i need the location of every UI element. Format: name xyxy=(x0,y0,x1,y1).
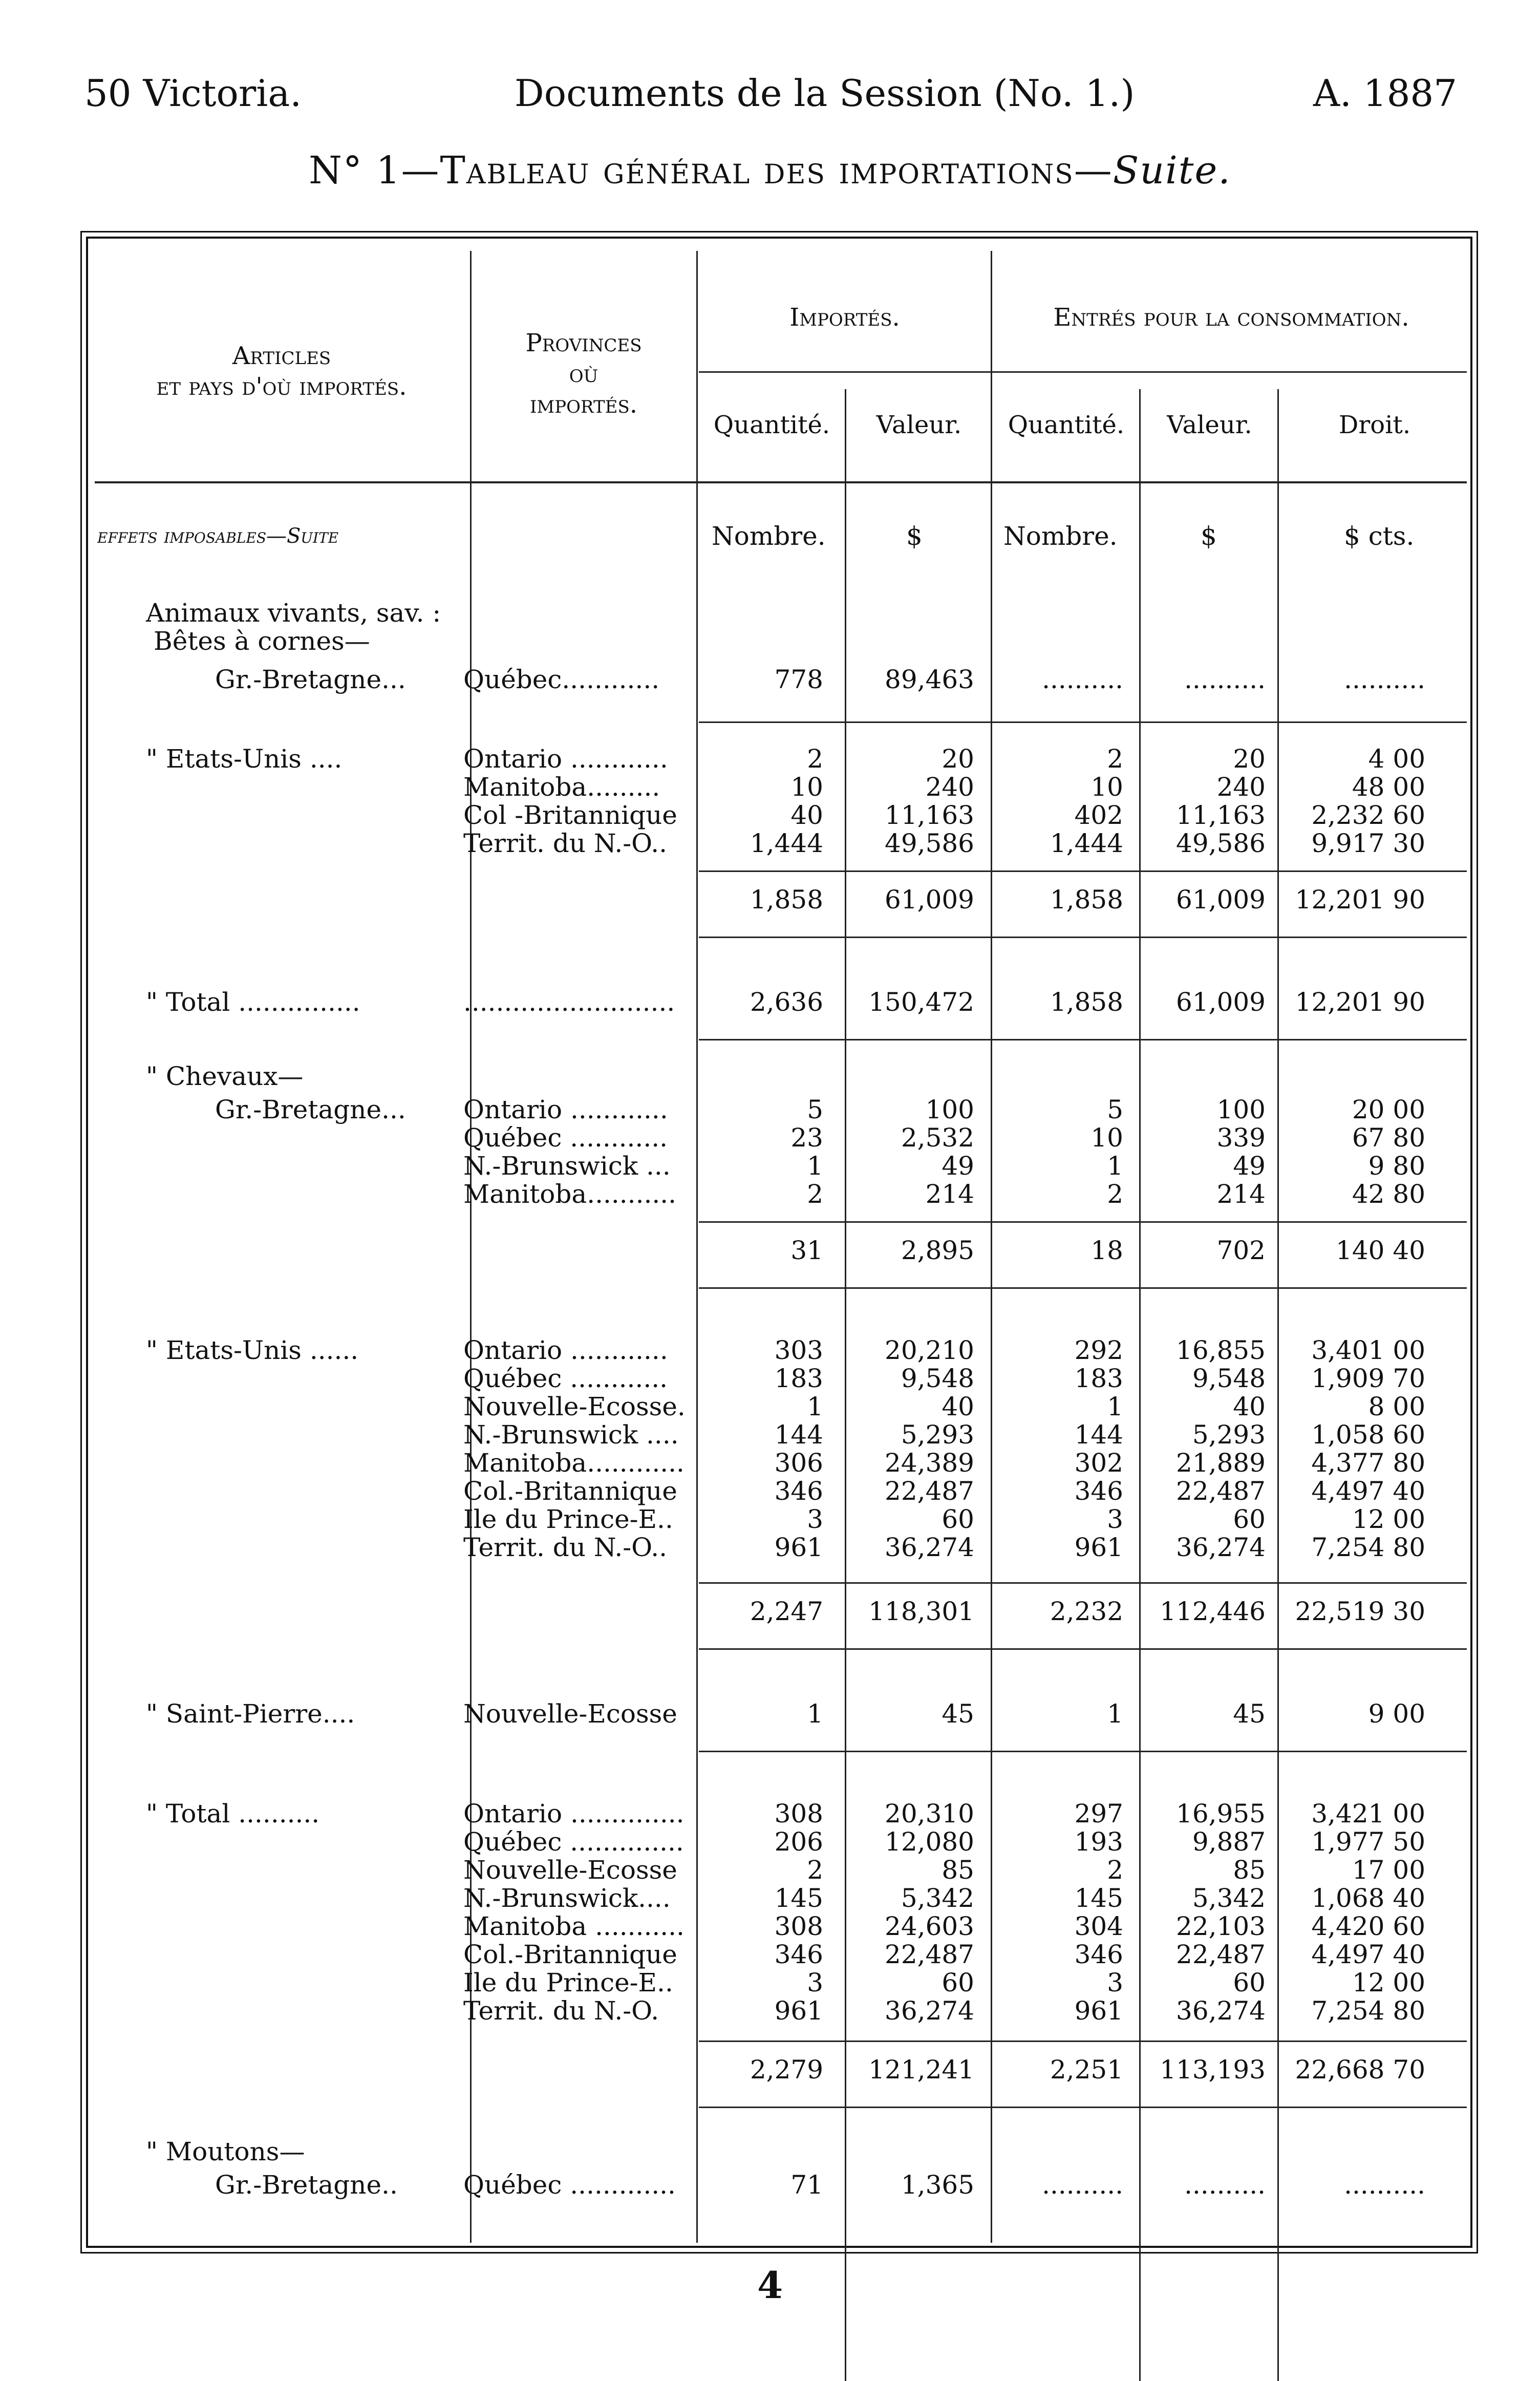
province-cell: Ontario ............ xyxy=(463,1095,668,1124)
section-label-text: effets imposables—Suite xyxy=(97,524,339,548)
droit-cell: .......... xyxy=(1344,665,1425,694)
header-right: A. 1887 xyxy=(1313,72,1458,115)
table-row xyxy=(0,599,1540,627)
table-row xyxy=(0,1365,1540,1392)
table-row xyxy=(0,2138,1540,2165)
quantite2-cell: 1,858 xyxy=(1050,885,1123,915)
table-row xyxy=(0,1505,1540,1533)
article-cell: " Etats-Unis .... xyxy=(146,744,343,774)
province-cell: Nouvelle-Ecosse. xyxy=(463,1392,686,1421)
table-row xyxy=(0,1062,1540,1090)
section-label xyxy=(97,522,338,550)
droit-cell: 1,909 70 xyxy=(1311,1364,1425,1393)
quantite2-heading: Quantité. xyxy=(1008,411,1125,439)
province-cell: Québec ............. xyxy=(463,2170,676,2200)
table-row xyxy=(0,2171,1540,2199)
quantite2-cell: 144 xyxy=(1074,1420,1123,1450)
quantite2-cell: 2,232 xyxy=(1050,1597,1123,1626)
valeur2-cell: 45 xyxy=(1233,1699,1266,1729)
valeur-cell: 24,603 xyxy=(885,1911,974,1941)
quantite2-cell: 1 xyxy=(1107,1392,1123,1421)
valeur-cell: 20 xyxy=(942,744,974,774)
valeur2-cell: 11,163 xyxy=(1176,800,1266,830)
province-cell: Territ. du N.-O.. xyxy=(463,828,668,858)
article-cell: Bêtes à cornes— xyxy=(154,626,370,656)
quantite-cell: 3 xyxy=(807,1968,823,1997)
valeur2-cell: 85 xyxy=(1233,1855,1266,1885)
droit-cell: 1,068 40 xyxy=(1311,1883,1425,1913)
page-number: 4 xyxy=(757,2263,783,2307)
valeur2-cell: 61,009 xyxy=(1176,885,1266,915)
group-rule xyxy=(699,937,1467,938)
valeur2-cell: 9,887 xyxy=(1192,1827,1266,1857)
article-cell: Gr.-Bretagne... xyxy=(215,665,406,694)
quantite-cell: 40 xyxy=(790,800,823,830)
droit-cell: 1,058 60 xyxy=(1311,1420,1425,1450)
quantite-heading: Quantité. xyxy=(713,411,830,439)
valeur-cell: 40 xyxy=(942,1392,974,1421)
valeur-cell: 9,548 xyxy=(901,1364,974,1393)
droit-cell: 4 00 xyxy=(1368,744,1425,774)
provinces-heading-line1: Provinces xyxy=(525,329,642,357)
header-bottom-rule xyxy=(95,481,1467,483)
table-row xyxy=(0,1124,1540,1152)
quantite-cell: 308 xyxy=(774,1911,823,1941)
droit-cell: 42 80 xyxy=(1352,1179,1425,1209)
droit-cell: 7,254 80 xyxy=(1311,1533,1425,1562)
droit-cell: .......... xyxy=(1344,2170,1425,2200)
valeur2-cell: 22,487 xyxy=(1176,1940,1266,1969)
quantite2-cell: 1,444 xyxy=(1050,828,1123,858)
group-rule xyxy=(699,1039,1467,1040)
group-rule xyxy=(699,1648,1467,1650)
table-row xyxy=(0,1421,1540,1449)
quantite-cell: 2,636 xyxy=(750,987,823,1017)
valeur-cell: 2,532 xyxy=(901,1123,974,1153)
subheading-rule xyxy=(699,371,1467,373)
droit-cell: 20 00 xyxy=(1352,1095,1425,1124)
subtotal-rule xyxy=(699,1221,1467,1223)
table-row xyxy=(0,1449,1540,1477)
unit-cts: $ cts. xyxy=(1344,521,1415,551)
quantite2-cell: 304 xyxy=(1074,1911,1123,1941)
valeur2-cell: 339 xyxy=(1216,1123,1266,1153)
table-row xyxy=(0,1856,1540,1884)
valeur2-cell: 240 xyxy=(1216,772,1266,802)
quantite2-cell: 183 xyxy=(1074,1364,1123,1393)
table-row xyxy=(0,1393,1540,1420)
valeur2-cell: 214 xyxy=(1216,1179,1266,1209)
table-row xyxy=(0,1180,1540,1208)
province-cell: Ontario ............ xyxy=(463,744,668,774)
importes-heading: Importés. xyxy=(789,303,900,332)
title-suffix: Suite. xyxy=(1113,148,1231,193)
valeur-cell: 20,310 xyxy=(885,1799,974,1829)
valeur-cell: 5,293 xyxy=(901,1420,974,1450)
droit-cell: 22,519 30 xyxy=(1295,1597,1425,1626)
quantite-cell: 2,279 xyxy=(750,2055,823,2085)
quantite-cell: 206 xyxy=(774,1827,823,1857)
province-cell: Manitoba........... xyxy=(463,1179,677,1209)
provinces-heading-line2: où xyxy=(569,359,598,388)
quantite2-cell: 292 xyxy=(1074,1335,1123,1365)
article-cell: Animaux vivants, sav. : xyxy=(146,598,441,628)
table-row xyxy=(0,1336,1540,1364)
quantite2-cell: 961 xyxy=(1074,1533,1123,1562)
valeur-cell: 240 xyxy=(925,772,974,802)
province-cell: Québec ............ xyxy=(463,1123,668,1153)
table-row xyxy=(0,1828,1540,1856)
section-row xyxy=(0,522,1540,550)
valeur2-cell: 9,548 xyxy=(1192,1364,1266,1393)
quantite2-cell: 302 xyxy=(1074,1448,1123,1478)
article-cell: " Total ............... xyxy=(146,987,360,1017)
quantite2-cell: .......... xyxy=(1042,665,1123,694)
valeur2-cell: 16,955 xyxy=(1176,1799,1266,1829)
title-main: Tableau général des importations— xyxy=(440,148,1113,193)
province-cell: Col -Britannique xyxy=(463,800,677,830)
valeur-cell: 60 xyxy=(942,1968,974,1997)
valeur-cell: 22,487 xyxy=(885,1476,974,1506)
valeur-cell: 22,487 xyxy=(885,1940,974,1969)
droit-cell: 140 40 xyxy=(1336,1236,1425,1265)
province-cell: N.-Brunswick .... xyxy=(463,1420,679,1450)
droit-cell: 17 00 xyxy=(1352,1855,1425,1885)
table-row xyxy=(0,1884,1540,1912)
article-cell: " Moutons— xyxy=(146,2137,305,2166)
quantite-cell: 144 xyxy=(774,1420,823,1450)
droit-cell: 7,254 80 xyxy=(1311,1996,1425,2026)
province-cell: Québec .............. xyxy=(463,1827,684,1857)
table-row xyxy=(0,1598,1540,1625)
quantite2-cell: 2 xyxy=(1107,1179,1123,1209)
quantite2-cell: 145 xyxy=(1074,1883,1123,1913)
valeur-cell: 20,210 xyxy=(885,1335,974,1365)
province-cell: Québec ............ xyxy=(463,1364,668,1393)
table-row xyxy=(0,830,1540,857)
province-cell: Ontario ............ xyxy=(463,1335,668,1365)
valeur2-cell: 702 xyxy=(1216,1236,1266,1265)
entres-heading: Entrés pour la consommation. xyxy=(1053,303,1409,332)
province-cell: N.-Brunswick.... xyxy=(463,1883,671,1913)
province-cell: Manitoba ........... xyxy=(463,1911,685,1941)
table-row xyxy=(0,666,1540,693)
valeur2-cell: 100 xyxy=(1216,1095,1266,1124)
quantite2-cell: 1,858 xyxy=(1050,987,1123,1017)
droit-cell: 12,201 90 xyxy=(1295,987,1425,1017)
article-cell: " Total .......... xyxy=(146,1799,320,1829)
quantite-cell: 3 xyxy=(807,1504,823,1534)
province-cell: Québec............ xyxy=(463,665,660,694)
group-rule xyxy=(699,1751,1467,1752)
droit-cell: 9 00 xyxy=(1368,1699,1425,1729)
valeur-cell: 118,301 xyxy=(868,1597,974,1626)
quantite-cell: 2 xyxy=(807,1855,823,1885)
quantite-cell: 2,247 xyxy=(750,1597,823,1626)
quantite2-cell: 297 xyxy=(1074,1799,1123,1829)
quantite2-cell: 346 xyxy=(1074,1940,1123,1969)
table-row xyxy=(0,1237,1540,1264)
quantite2-cell: 3 xyxy=(1107,1504,1123,1534)
valeur-cell: 49,586 xyxy=(885,828,974,858)
valeur2-cell: 20 xyxy=(1233,744,1266,774)
droit-cell: 4,497 40 xyxy=(1311,1476,1425,1506)
quantite-cell: 961 xyxy=(774,1533,823,1562)
droit-cell: 9,917 30 xyxy=(1311,828,1425,858)
valeur2-cell: 5,293 xyxy=(1192,1420,1266,1450)
quantite-cell: 183 xyxy=(774,1364,823,1393)
valeur2-cell: 16,855 xyxy=(1176,1335,1266,1365)
title-prefix: N° 1— xyxy=(309,148,440,193)
quantite-cell: 1 xyxy=(807,1151,823,1181)
province-cell: Nouvelle-Ecosse xyxy=(463,1699,677,1729)
droit-cell: 67 80 xyxy=(1352,1123,1425,1153)
valeur2-cell: 21,889 xyxy=(1176,1448,1266,1478)
droit-cell: 48 00 xyxy=(1352,772,1425,802)
table-row xyxy=(0,988,1540,1016)
table-row xyxy=(0,1152,1540,1180)
droit-cell: 12,201 90 xyxy=(1295,885,1425,915)
article-cell: Gr.-Bretagne.. xyxy=(215,2170,398,2200)
quantite-cell: 1,444 xyxy=(750,828,823,858)
quantite2-cell: 2,251 xyxy=(1050,2055,1123,2085)
quantite2-cell: 402 xyxy=(1074,800,1123,830)
quantite2-cell: 346 xyxy=(1074,1476,1123,1506)
quantite2-cell: 10 xyxy=(1090,1123,1123,1153)
valeur2-heading: Valeur. xyxy=(1167,411,1252,439)
group-rule xyxy=(699,2107,1467,2108)
table-row xyxy=(0,2056,1540,2084)
valeur-cell: 214 xyxy=(925,1179,974,1209)
droit-cell: 4,377 80 xyxy=(1311,1448,1425,1478)
quantite-cell: 71 xyxy=(790,2170,823,2200)
quantite-cell: 306 xyxy=(774,1448,823,1478)
unit-dollar: $ xyxy=(906,521,923,551)
quantite-cell: 778 xyxy=(774,665,823,694)
article-cell: " Saint-Pierre.... xyxy=(146,1699,355,1729)
droit-cell: 9 80 xyxy=(1368,1151,1425,1181)
article-cell: Gr.-Bretagne... xyxy=(215,1095,406,1124)
droit-cell: 1,977 50 xyxy=(1311,1827,1425,1857)
droit-cell: 22,668 70 xyxy=(1295,2055,1425,2085)
quantite-cell: 23 xyxy=(790,1123,823,1153)
quantite-cell: 2 xyxy=(807,744,823,774)
table-row xyxy=(0,1969,1540,1996)
valeur2-cell: 60 xyxy=(1233,1968,1266,1997)
province-cell: Col.-Britannique xyxy=(463,1940,677,1969)
province-cell: Ontario .............. xyxy=(463,1799,685,1829)
quantite2-cell: 2 xyxy=(1107,1855,1123,1885)
province-cell: Ile du Prince-E.. xyxy=(463,1504,673,1534)
province-cell: Manitoba............ xyxy=(463,1448,685,1478)
quantite2-cell: .......... xyxy=(1042,2170,1123,2200)
valeur2-cell: 5,342 xyxy=(1192,1883,1266,1913)
province-cell: Nouvelle-Ecosse xyxy=(463,1855,677,1885)
quantite-cell: 961 xyxy=(774,1996,823,2026)
valeur-heading: Valeur. xyxy=(876,411,962,439)
articles-heading-line2: et pays d'où importés. xyxy=(156,372,407,401)
province-cell: Ile du Prince-E.. xyxy=(463,1968,673,1997)
table-row xyxy=(0,1096,1540,1123)
header-left: 50 Victoria. xyxy=(84,72,302,115)
table-row xyxy=(0,1997,1540,2025)
quantite2-cell: 961 xyxy=(1074,1996,1123,2026)
subtotal-rule xyxy=(699,1582,1467,1584)
droit-cell: 3,401 00 xyxy=(1311,1335,1425,1365)
unit-nombre2: Nombre. xyxy=(1003,521,1118,551)
quantite-cell: 1,858 xyxy=(750,885,823,915)
table-row xyxy=(0,745,1540,773)
valeur-cell: 121,241 xyxy=(868,2055,974,2085)
droit-heading: Droit. xyxy=(1338,411,1411,439)
quantite2-cell: 10 xyxy=(1090,772,1123,802)
droit-cell: 3,421 00 xyxy=(1311,1799,1425,1829)
quantite-cell: 303 xyxy=(774,1335,823,1365)
valeur-cell: 45 xyxy=(942,1699,974,1729)
droit-cell: 8 00 xyxy=(1368,1392,1425,1421)
article-cell: " Etats-Unis ...... xyxy=(146,1335,359,1365)
table-row xyxy=(0,1534,1540,1561)
quantite-cell: 10 xyxy=(790,772,823,802)
valeur2-cell: 22,103 xyxy=(1176,1911,1266,1941)
group-rule xyxy=(699,721,1467,723)
valeur-cell: 150,472 xyxy=(868,987,974,1017)
articles-heading-line1: Articles xyxy=(232,342,331,370)
valeur-cell: 5,342 xyxy=(901,1883,974,1913)
valeur2-cell: 22,487 xyxy=(1176,1476,1266,1506)
quantite-cell: 346 xyxy=(774,1940,823,1969)
table-row xyxy=(0,1700,1540,1728)
quantite-cell: 31 xyxy=(790,1236,823,1265)
droit-cell: 2,232 60 xyxy=(1311,800,1425,830)
valeur-cell: 60 xyxy=(942,1504,974,1534)
table-row xyxy=(0,773,1540,801)
group-rule xyxy=(699,1287,1467,1289)
valeur2-cell: 113,193 xyxy=(1160,2055,1266,2085)
droit-cell: 12 00 xyxy=(1352,1968,1425,1997)
quantite-cell: 2 xyxy=(807,1179,823,1209)
province-cell: Territ. du N.-O.. xyxy=(463,1533,668,1562)
valeur-cell: 36,274 xyxy=(885,1996,974,2026)
province-cell: Manitoba......... xyxy=(463,772,660,802)
valeur-cell: 100 xyxy=(925,1095,974,1124)
droit-cell: 12 00 xyxy=(1352,1504,1425,1534)
provinces-heading-line3: importés. xyxy=(529,390,638,419)
valeur2-cell: .......... xyxy=(1184,665,1266,694)
valeur-cell: 12,080 xyxy=(885,1827,974,1857)
table-row xyxy=(0,1912,1540,1940)
table-row xyxy=(0,1800,1540,1827)
valeur2-cell: 36,274 xyxy=(1176,1996,1266,2026)
table-row xyxy=(0,627,1540,655)
droit-cell: 4,497 40 xyxy=(1311,1940,1425,1969)
valeur-cell: 11,163 xyxy=(885,800,974,830)
subtotal-rule xyxy=(699,2040,1467,2042)
provinces-heading xyxy=(474,328,694,420)
valeur-cell: 36,274 xyxy=(885,1533,974,1562)
subtotal-rule xyxy=(699,870,1467,872)
province-cell: Territ. du N.-O. xyxy=(463,1996,659,2026)
valeur-cell: 1,365 xyxy=(901,2170,974,2200)
valeur-cell: 85 xyxy=(942,1855,974,1885)
quantite2-cell: 5 xyxy=(1107,1095,1123,1124)
valeur2-cell: 40 xyxy=(1233,1392,1266,1421)
valeur-cell: 49 xyxy=(942,1151,974,1181)
page-title xyxy=(0,148,1540,193)
valeur2-cell: .......... xyxy=(1184,2170,1266,2200)
valeur2-cell: 49 xyxy=(1233,1151,1266,1181)
unit-nombre: Nombre. xyxy=(712,521,826,551)
province-cell: Col.-Britannique xyxy=(463,1476,677,1506)
quantite2-cell: 1 xyxy=(1107,1699,1123,1729)
quantite2-cell: 1 xyxy=(1107,1151,1123,1181)
unit-dollar2: $ xyxy=(1201,521,1217,551)
valeur2-cell: 112,446 xyxy=(1160,1597,1266,1626)
droit-cell: 4,420 60 xyxy=(1311,1911,1425,1941)
table-row xyxy=(0,801,1540,829)
quantite-cell: 1 xyxy=(807,1392,823,1421)
table-row xyxy=(0,1477,1540,1505)
articles-heading xyxy=(97,341,466,402)
valeur2-cell: 36,274 xyxy=(1176,1533,1266,1562)
quantite-cell: 308 xyxy=(774,1799,823,1829)
quantite-cell: 145 xyxy=(774,1883,823,1913)
table-row xyxy=(0,1941,1540,1968)
header-center: Documents de la Session (No. 1.) xyxy=(515,72,1135,115)
valeur-cell: 2,895 xyxy=(901,1236,974,1265)
quantite2-cell: 2 xyxy=(1107,744,1123,774)
quantite2-cell: 3 xyxy=(1107,1968,1123,1997)
quantite-cell: 346 xyxy=(774,1476,823,1506)
valeur2-cell: 60 xyxy=(1233,1504,1266,1534)
valeur-cell: 89,463 xyxy=(885,665,974,694)
valeur-cell: 24,389 xyxy=(885,1448,974,1478)
province-cell: N.-Brunswick ... xyxy=(463,1151,671,1181)
valeur2-cell: 61,009 xyxy=(1176,987,1266,1017)
article-cell: " Chevaux— xyxy=(146,1061,304,1091)
table-row xyxy=(0,886,1540,913)
province-cell: .......................... xyxy=(463,987,675,1017)
quantite2-cell: 18 xyxy=(1090,1236,1123,1265)
quantite-cell: 5 xyxy=(807,1095,823,1124)
quantite-cell: 1 xyxy=(807,1699,823,1729)
valeur-cell: 61,009 xyxy=(885,885,974,915)
quantite2-cell: 193 xyxy=(1074,1827,1123,1857)
valeur2-cell: 49,586 xyxy=(1176,828,1266,858)
